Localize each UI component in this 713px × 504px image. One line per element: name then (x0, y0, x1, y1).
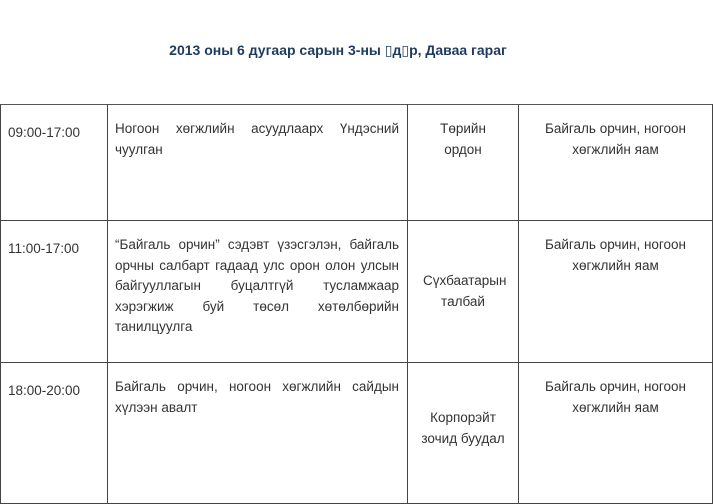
page-title: 2013 оны 6 дугаар сарын 3-ны ▯д▯р, Даваа гараг (169, 42, 507, 58)
place-text: Төрийн ордон (440, 121, 486, 157)
organizer-cell (519, 363, 713, 504)
table-row (1, 221, 713, 363)
time-cell: 11:00-17:00 (1, 221, 108, 363)
time-cell: 18:00-20:00 (1, 363, 108, 504)
description-cell: “Байгаль орчин” сэдэвт үзэсгэлэн, байгаль орчны салбарт гадаад улс орон олон улсын байгууллагын буцалтгүй тусламжаар хэрэгжиж буй төсөл хөтөлбөрийн танилцуулга (108, 221, 408, 363)
description-cell: Байгаль орчин, ногоон хөгжлийн сайдын хүлээн авалт (108, 363, 408, 504)
table-row (1, 105, 713, 221)
description-cell: Ногоон хөгжлийн асуудлаарх Үндэсний чуулган (108, 105, 408, 221)
organizer-cell (519, 221, 713, 363)
place-text: Сүхбаатарын талбай (423, 273, 507, 309)
schedule-table (0, 104, 713, 504)
table-row (1, 363, 713, 504)
place-cell (408, 363, 519, 504)
place-text: Корпорэйт зочид буудал (421, 410, 505, 446)
organizer-text: Байгаль орчин, ногоон хөгжлийн яам (544, 121, 687, 157)
time-cell: 09:00-17:00 (1, 105, 108, 221)
place-cell (408, 105, 519, 221)
place-cell (408, 221, 519, 363)
organizer-cell (519, 105, 713, 221)
organizer-text: Байгаль орчин, ногоон хөгжлийн яам (544, 379, 687, 415)
organizer-text: Байгаль орчин, ногоон хөгжлийн яам (544, 237, 687, 273)
